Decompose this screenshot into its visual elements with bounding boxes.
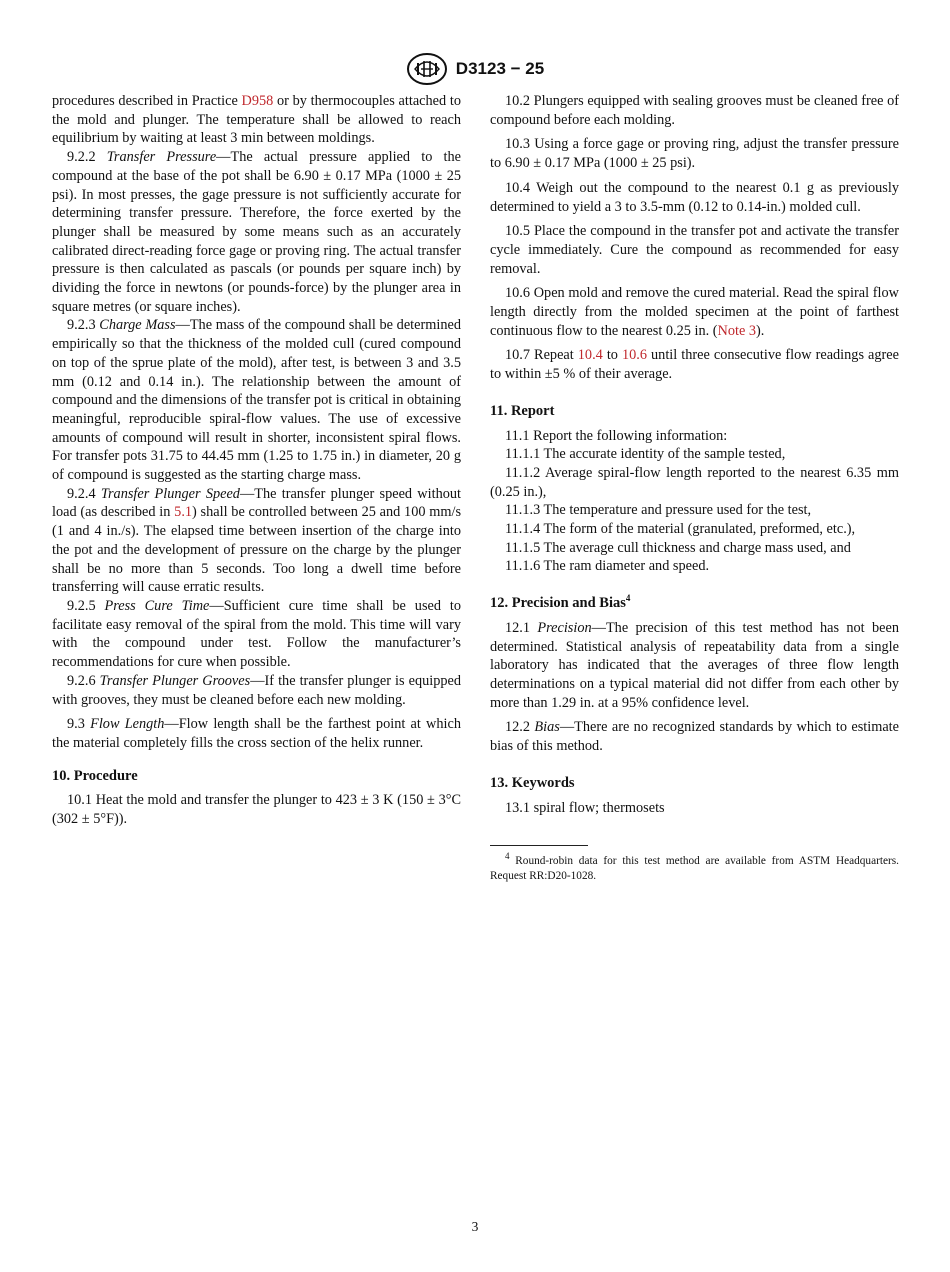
paragraph-11-1-3: 11.1.3 The temperature and pressure used for the test, — [505, 502, 812, 519]
paragraph-11-1-1: 11.1.1 The accurate identity of the sample tested, — [505, 446, 786, 463]
paragraph-11-1-5: 11.1.5 The average cull thickness and charge mass used, and — [505, 539, 851, 556]
paragraph-10-2: 10.2 Plungers equipped with sealing grooves must be cleaned free of compound before each molding. — [490, 93, 899, 128]
page-number: 3 — [471, 1219, 479, 1234]
paragraph-13-1: 13.1 spiral flow; thermosets — [505, 799, 665, 816]
paragraph-9-2-2: 9.2.2 Transfer Pressure—The actual pressure applied to the compound at the base of the pot shall be 6.90 ± 0.17 MPa (1000 ± 25 psi). In most presses, the gage pressure is not sufficiently accurate for determining transfer pressure. Therefore, the force exerted by the plunger shall be measured by some means such as an accurately calibrated direct-reading force gage or proving ring. The actual transfer pressure is then calculated as pascals (or pounds per square inch) by dividing the force in newtons (or pounds-force) by the plunger area in square metres (or square inches). — [52, 149, 461, 315]
paragraph-9-2-1-continued: procedures described in Practice D958 or by thermocouples attached to the mold and plunger. The temperature shall be allowed to reach equilibrium by waiting at least 3 min between moldings. — [52, 93, 461, 147]
right-column — [490, 92, 899, 884]
paragraph-10-1: 10.1 Heat the mold and transfer the plunger to 423 ± 3 K (150 ± 3°C (302 ± 5°F)). — [52, 792, 461, 828]
link-note-3[interactable]: Note 3 — [717, 322, 757, 339]
page-header — [0, 52, 950, 86]
paragraph-11-1-2: 11.1.2 Average spiral-flow length reported to the nearest 6.35 mm (0.25 in.), — [490, 464, 899, 500]
paragraph-12-2: 12.2 Bias—There are no recognized standards by which to estimate bias of this method. — [490, 719, 899, 755]
paragraph-11-1-6: 11.1.6 The ram diameter and speed. — [505, 558, 710, 575]
footnote-4: $^4$ Round-robin data for this test method are available from ASTM Headquarters. Request RR:D20-1028. — [490, 851, 899, 883]
paragraph-9-3: 9.3 Flow Length—Flow length shall be the farthest point at which the material completely fills the cross section of the helix runner. — [52, 716, 461, 751]
document-id: D3123 − 25 — [455, 59, 545, 78]
paragraph-10-4: 10.4 Weigh out the compound to the nearest 0.1 g as previously determined to yield a 3 to 3.5-mm (0.12 to 0.14-in.) molded cull. — [490, 179, 899, 215]
astm-logo-icon — [406, 52, 448, 86]
paragraph-10-7: 10.7 Repeat 10.4 to 10.6 until three consecutive flow readings agree to within ±5 % of their average. — [490, 347, 899, 383]
paragraph-10-6: 10.6 Open mold and remove the cured material. Read the spiral flow length directly from the molded specimen at the point of farthest continuous flow to the nearest 0.25 in. (Note 3). — [490, 285, 899, 339]
paragraph-10-3: 10.3 Using a force gage or proving ring, adjust the transfer pressure to 6.90 ± 0.17 MPa (1000 ± 25 psi). — [490, 136, 899, 172]
section-heading-11: 11. Report — [490, 402, 555, 419]
section-heading-12: 12. Precision and Bias$^4$ — [490, 593, 631, 612]
paragraph-11-1-4: 11.1.4 The form of the material (granulated, preformed, etc.), — [505, 521, 856, 538]
paragraph-10-5: 10.5 Place the compound in the transfer pot and activate the transfer cycle immediately. Cure the compound as recommended for easy removal. — [490, 223, 899, 277]
paragraph-9-2-3: 9.2.3 Charge Mass—The mass of the compound shall be determined empirically so that the thickness of the molded cull (cured compound on top of the sprue plate of the mold), after test, is between 3 and 3.5 mm (0.12 and 0.14 in.). The relationship between the amount of compound and the dimensions of the transfer pot is critical in obtaining meaningful, reproducible spiral-flow values. The use of excessive amounts of compound will result in shorter, inconsistent spiral flows. For transfer pots 31.75 to 44.45 mm (1.25 to 1.75 in.) in diameter, 20 g of compound is suggested as the starting charge mass. — [52, 317, 461, 484]
link-10-4[interactable]: 10.4 — [577, 347, 603, 364]
link-5-1[interactable]: 5.1 — [174, 504, 193, 521]
paragraph-11-1: 11.1 Report the following information: — [505, 427, 728, 444]
paragraph-9-2-6: 9.2.6 Transfer Plunger Grooves—If the transfer plunger is equipped with grooves, they must be cleaned before each new molding. — [52, 672, 462, 708]
section-heading-10: 10. Procedure — [52, 767, 138, 784]
footnote-ref-4[interactable]: 4 — [625, 593, 631, 604]
link-d958[interactable]: D958 — [241, 93, 274, 109]
paragraph-9-2-5: 9.2.5 Press Cure Time—Sufficient cure time shall be used to facilitate easy removal of the spiral from the mold. This time will vary with the compound under test. Follow the manufacturer’s recommendations for cure when possible. — [52, 597, 462, 671]
paragraph-9-2-4: 9.2.4 Transfer Plunger Speed—The transfer plunger speed without load (as described in 5.1) shall be controlled between 25 and 100 mm/s (1 and 4 in./s). The elapsed time between insertion of the charge into the pot and the development of pressure on the charge by the plunger shall be no more than 5 seconds. Too long a dwell time before transferring will cause erratic results. — [52, 485, 462, 596]
paragraph-12-1: 12.1 Precision—The precision of this test method has not been determined. Statistical analysis of repeatability data from a single laboratory has indicated that the averages of three flow length determinations on a typical material did not differ from each other by more than 1.29 in. at a 95% confidence level. — [490, 619, 899, 711]
footnote-divider — [490, 845, 588, 846]
section-heading-13: 13. Keywords — [490, 774, 575, 791]
left-column — [52, 92, 461, 829]
link-10-6[interactable]: 10.6 — [621, 347, 647, 364]
